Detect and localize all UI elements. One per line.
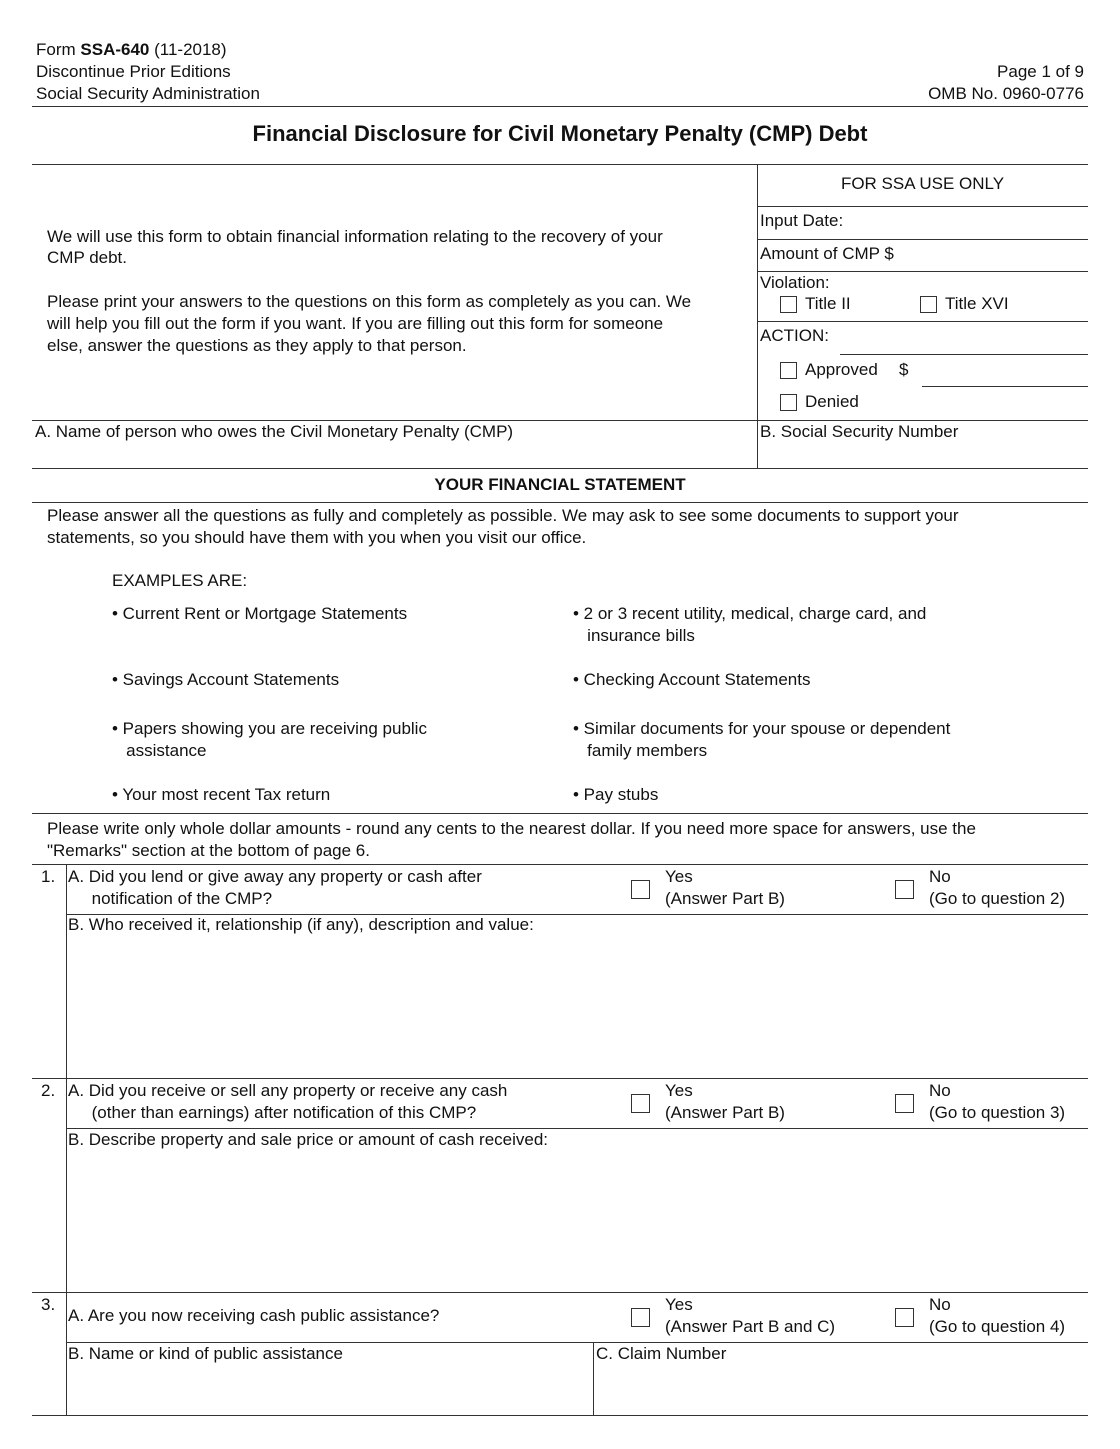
- example-item: assistance: [112, 741, 207, 760]
- q3-yes-label: Yes: [665, 1295, 693, 1314]
- example-item: • Savings Account Statements: [112, 670, 340, 689]
- question-3a: A. Are you now receiving cash public assistance?: [68, 1306, 440, 1325]
- divider: [757, 239, 1088, 240]
- divider: [32, 1415, 1088, 1416]
- question-number: 1.: [41, 867, 56, 886]
- ssn-field-label[interactable]: B. Social Security Number: [760, 422, 959, 441]
- intro-text: else, answer the questions as they apply to that person.: [47, 336, 467, 355]
- q2-no-label: No: [929, 1081, 951, 1100]
- example-item: • Papers showing you are receiving public: [112, 719, 427, 738]
- question-number: 3.: [41, 1295, 56, 1314]
- example-item: insurance bills: [573, 626, 695, 645]
- divider: [66, 864, 67, 1415]
- divider: [757, 206, 1088, 207]
- divider: [757, 321, 1088, 322]
- intro-text: CMP debt.: [47, 248, 128, 267]
- q3-yes-note: (Answer Part B and C): [665, 1317, 836, 1336]
- example-item: • Current Rent or Mortgage Statements: [112, 604, 408, 623]
- action-label: ACTION:: [760, 326, 829, 345]
- q1-yes-checkbox[interactable]: [631, 880, 650, 899]
- approved-amount-line[interactable]: [922, 386, 1088, 387]
- instructions-text: Please write only whole dollar amounts - round any cents to the nearest dollar. If you need more space for answers, use the: [47, 819, 976, 838]
- divider: [32, 1078, 1088, 1079]
- denied-checkbox[interactable]: [780, 394, 797, 411]
- page-title: Financial Disclosure for Civil Monetary Penalty (CMP) Debt: [252, 121, 868, 146]
- example-item: • Your most recent Tax return: [112, 785, 331, 804]
- statement-text: statements, so you should have them with you when you visit our office.: [47, 528, 587, 547]
- q1-yes-label: Yes: [665, 867, 693, 886]
- statement-text: Please answer all the questions as fully and completely as possible. We may ask to see some documents to support your: [47, 506, 959, 525]
- question-2a: (other than earnings) after notification of this CMP?: [68, 1103, 477, 1122]
- intro-text: will help you fill out the form if you want. If you are filling out this form for someone: [47, 314, 664, 333]
- action-line[interactable]: [840, 354, 1088, 355]
- dollar-sign: $: [899, 360, 909, 379]
- q2-yes-checkbox[interactable]: [631, 1094, 650, 1113]
- approved-checkbox[interactable]: [780, 362, 797, 379]
- question-1a: notification of the CMP?: [68, 889, 273, 908]
- divider: [32, 164, 1088, 165]
- question-number: 2.: [41, 1081, 56, 1100]
- title-xvi-label: Title XVI: [945, 294, 1009, 313]
- q2-no-note: (Go to question 3): [929, 1103, 1066, 1122]
- intro-text: We will use this form to obtain financial information relating to the recovery of your: [47, 227, 663, 246]
- divider: [32, 468, 1088, 469]
- example-item: • Similar documents for your spouse or dependent: [573, 719, 951, 738]
- divider: [32, 502, 1088, 503]
- example-item: • Checking Account Statements: [573, 670, 811, 689]
- form-id: Form SSA-640 (11-2018): [36, 40, 227, 59]
- divider: [32, 106, 1088, 107]
- agency-name: Social Security Administration: [36, 84, 260, 103]
- approved-label: Approved: [805, 360, 878, 379]
- question-3c[interactable]: C. Claim Number: [596, 1344, 727, 1363]
- q1-no-note: (Go to question 2): [929, 889, 1066, 908]
- divider: [32, 1292, 1088, 1293]
- example-item: • Pay stubs: [573, 785, 659, 804]
- question-2a: A. Did you receive or sell any property or receive any cash: [68, 1081, 508, 1100]
- title-xvi-checkbox[interactable]: [920, 296, 937, 313]
- divider: [593, 1342, 594, 1415]
- intro-text: Please print your answers to the questions on this form as completely as you can. We: [47, 292, 692, 311]
- divider: [32, 813, 1088, 814]
- divider: [32, 864, 1088, 865]
- question-1b[interactable]: B. Who received it, relationship (if any), description and value:: [68, 915, 534, 934]
- q3-no-checkbox[interactable]: [895, 1308, 914, 1327]
- divider: [757, 164, 758, 468]
- violation-label: Violation:: [760, 273, 830, 292]
- q2-yes-note: (Answer Part B): [665, 1103, 785, 1122]
- discontinue-note: Discontinue Prior Editions: [36, 62, 231, 81]
- title-ii-label: Title II: [805, 294, 851, 313]
- examples-label: EXAMPLES ARE:: [112, 571, 248, 590]
- q1-no-checkbox[interactable]: [895, 880, 914, 899]
- omb-number: OMB No. 0960-0776: [928, 84, 1084, 103]
- instructions-text: "Remarks" section at the bottom of page 6.: [47, 841, 370, 860]
- question-2b[interactable]: B. Describe property and sale price or amount of cash received:: [68, 1130, 549, 1149]
- section-heading: YOUR FINANCIAL STATEMENT: [434, 475, 686, 494]
- q3-no-label: No: [929, 1295, 951, 1314]
- q1-no-label: No: [929, 867, 951, 886]
- denied-label: Denied: [805, 392, 859, 411]
- ssa-use-heading: FOR SSA USE ONLY: [840, 174, 1005, 193]
- q3-yes-checkbox[interactable]: [631, 1308, 650, 1327]
- question-3b[interactable]: B. Name or kind of public assistance: [68, 1344, 343, 1363]
- amount-label[interactable]: Amount of CMP $: [760, 244, 894, 263]
- q2-no-checkbox[interactable]: [895, 1094, 914, 1113]
- q3-no-note: (Go to question 4): [929, 1317, 1066, 1336]
- name-field-label[interactable]: A. Name of person who owes the Civil Monetary Penalty (CMP): [35, 422, 514, 441]
- example-item: • 2 or 3 recent utility, medical, charge card, and: [573, 604, 927, 623]
- title-ii-checkbox[interactable]: [780, 296, 797, 313]
- input-date-label[interactable]: Input Date:: [760, 211, 844, 230]
- page-number: Page 1 of 9: [997, 62, 1084, 81]
- q1-yes-note: (Answer Part B): [665, 889, 785, 908]
- q2-yes-label: Yes: [665, 1081, 693, 1100]
- example-item: family members: [573, 741, 708, 760]
- question-1a: A. Did you lend or give away any property or cash after: [68, 867, 482, 886]
